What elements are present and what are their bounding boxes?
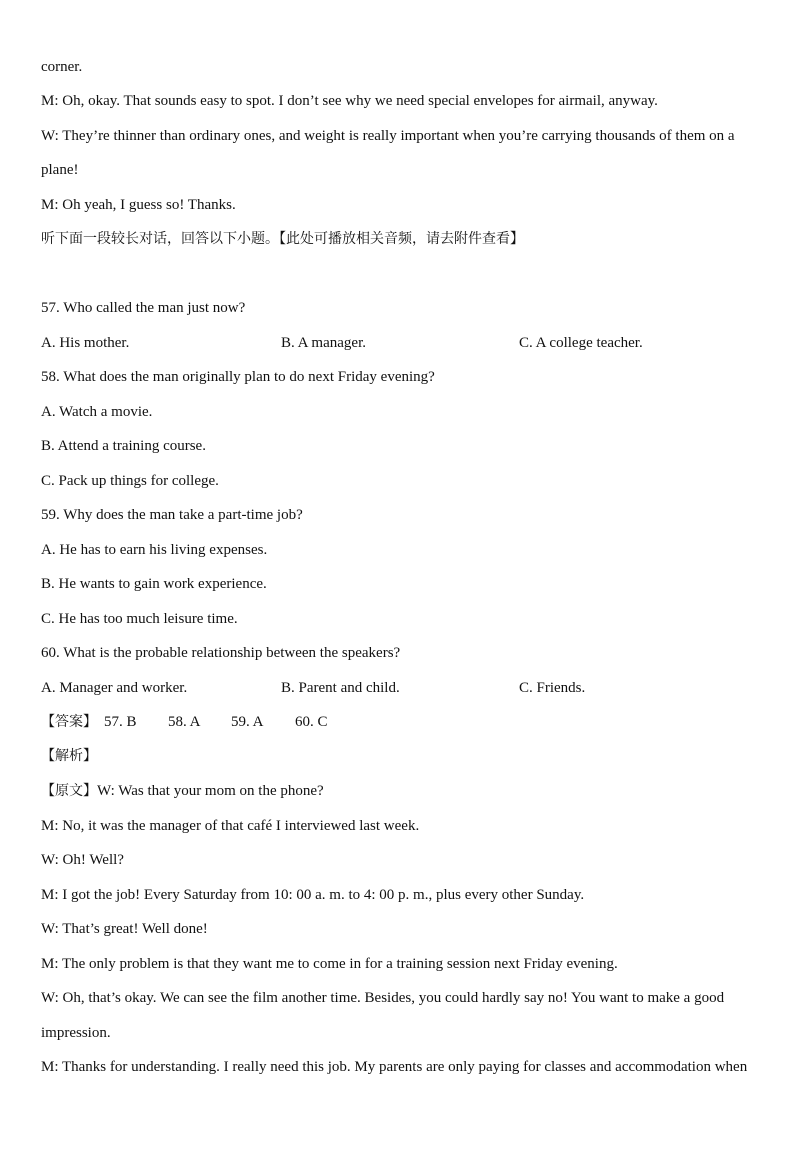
transcript-text: W: Was that your mom on the phone? (97, 783, 324, 799)
option-60-b: B. Parent and child. (281, 680, 400, 696)
dialogue-line: M: Oh yeah, I guess so! Thanks. (41, 197, 236, 213)
transcript-line: M: I got the job! Every Saturday from 10: 00 a. m. to 4: 00 p. m., plus every other Sunday. (41, 887, 585, 903)
option-57-a: A. His mother. (41, 335, 130, 351)
transcript-line: W: Oh! Well? (41, 852, 124, 868)
answer-item: 58. A (168, 714, 201, 730)
option-57-b: B. A manager. (281, 335, 366, 351)
question-60: 60. What is the probable relationship between the speakers? (41, 645, 401, 661)
transcript-line: W: That’s great! Well done! (41, 921, 208, 937)
dialogue-line: W: They’re thinner than ordinary ones, and weight is really important when you’re carrying thousands of them on a (41, 128, 735, 144)
question-58: 58. What does the man originally plan to do next Friday evening? (41, 369, 435, 385)
transcript-line: M: No, it was the manager of that café I interviewed last week. (41, 818, 420, 834)
answer-item: 59. A (231, 714, 264, 730)
question-57: 57. Who called the man just now? (41, 300, 246, 316)
analysis-label: 【解析】 (41, 748, 97, 764)
option-58-c: C. Pack up things for college. (41, 473, 219, 489)
listening-instruction: 听下面一段较长对话，回答以下小题。【此处可播放相关音频，请去附件查看】 (41, 231, 524, 247)
option-58-a: A. Watch a movie. (41, 404, 153, 420)
transcript-line-1 (41, 782, 324, 800)
answer-label: 【答案】 (41, 714, 97, 730)
dialogue-line: M: Oh, okay. That sounds easy to spot. I don’t see why we need special envelopes for airmail, anyway. (41, 93, 658, 109)
transcript-line: M: The only problem is that they want me to come in for a training session next Friday evening. (41, 956, 618, 972)
option-59-b: B. He wants to gain work experience. (41, 576, 267, 592)
option-60-c: C. Friends. (519, 680, 586, 696)
option-58-b: B. Attend a training course. (41, 438, 206, 454)
dialogue-line: plane! (41, 162, 79, 178)
question-59: 59. Why does the man take a part-time job? (41, 507, 303, 523)
transcript-label: 【原文】 (41, 783, 97, 799)
option-57-c: C. A college teacher. (519, 335, 643, 351)
transcript-line: impression. (41, 1025, 111, 1041)
transcript-line: M: Thanks for understanding. I really need this job. My parents are only paying for classes and accommodation when (41, 1059, 748, 1075)
dialogue-line: corner. (41, 59, 83, 75)
option-60-a: A. Manager and worker. (41, 680, 188, 696)
transcript-line: W: Oh, that’s okay. We can see the film another time. Besides, you could hardly say no! You want to make a good (41, 990, 725, 1006)
answer-item: 57. B (104, 714, 137, 730)
option-59-a: A. He has to earn his living expenses. (41, 542, 268, 558)
option-59-c: C. He has too much leisure time. (41, 611, 238, 627)
answer-item: 60. C (295, 714, 328, 730)
